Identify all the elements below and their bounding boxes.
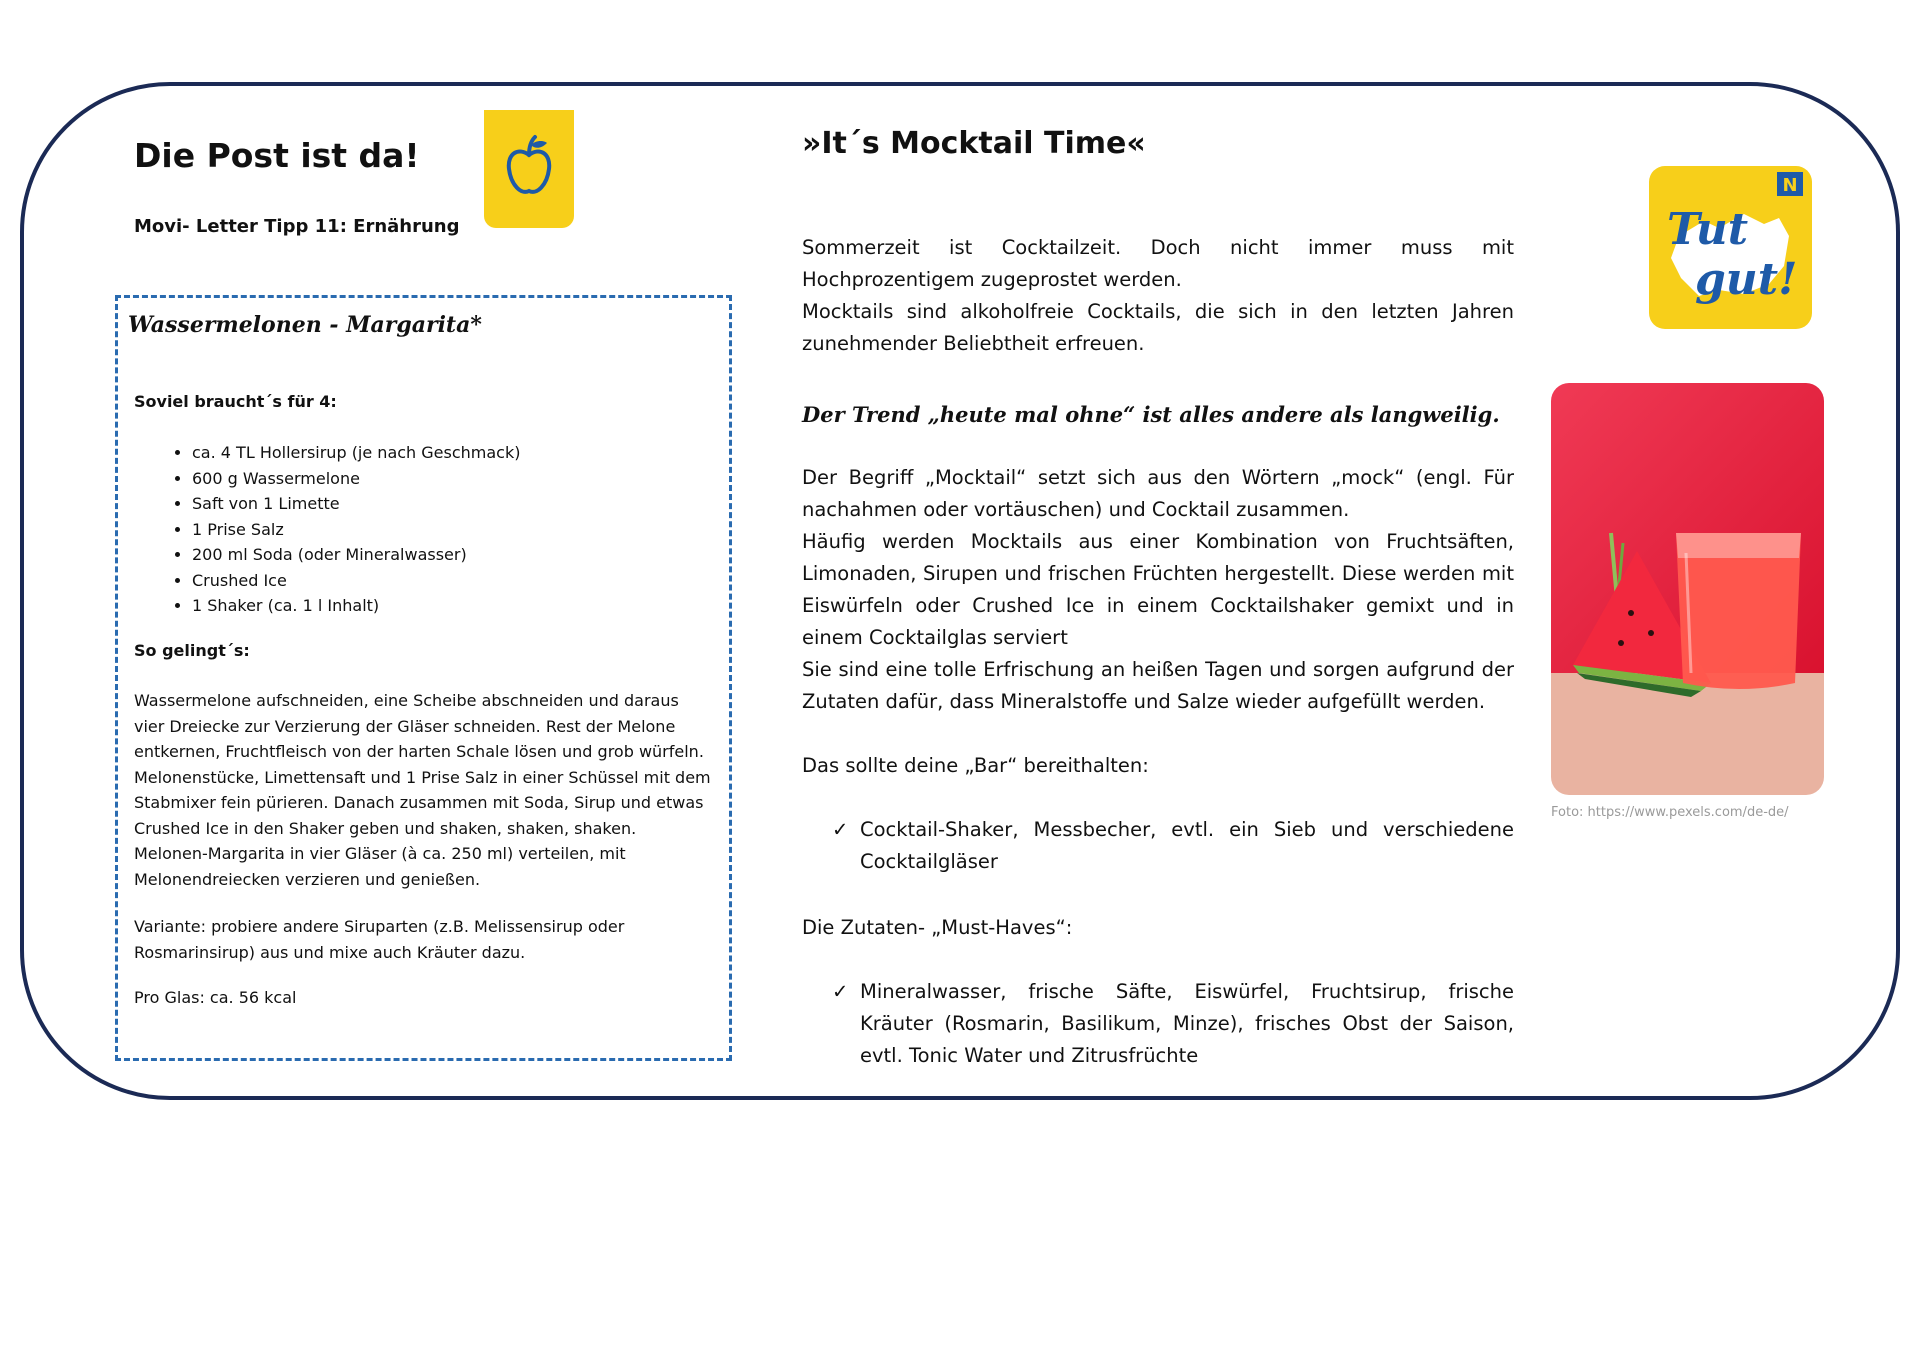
list-item: • Saft von 1 Limette: [192, 491, 520, 517]
body-paragraph-2: Häufig werden Mocktails aus einer Kombination von Fruchtsäften, Limonaden, Sirupen und frischen Früchten hergestellt. Diese werden mit Eiswürfeln oder Crushed Ice in einem Cocktailshaker gemixt und in einem Cocktailglas serviert: [802, 530, 1514, 649]
bar-heading: Das sollte deine „Bar“ bereithalten:: [802, 754, 1149, 777]
photo-credit: Foto: https://www.pexels.com/de-de/: [1551, 805, 1789, 820]
intro-paragraph-1: Sommerzeit ist Cocktailzeit. Doch nicht immer muss mit Hochprozentigem zugeprostet werden.: [802, 236, 1514, 291]
kcal-text: Pro Glas: ca. 56 kcal: [134, 988, 297, 1007]
list-item: • 1 Prise Salz: [192, 517, 520, 543]
method-heading: So gelingt´s:: [134, 641, 250, 660]
musthave-item-text: Mineralwasser, frische Säfte, Eiswürfel, Fruchtsirup, frische Kräuter (Rosmarin, Basilikum, Minze), frisches Obst der Saison, evtl. Tonic Water und Zitrusfrüchte: [860, 980, 1514, 1067]
bar-item-text: Cocktail-Shaker, Messbecher, evtl. ein Sieb und verschiedene Cocktailgläser: [860, 818, 1514, 873]
page-title: Die Post ist da!: [134, 136, 420, 175]
intro-paragraph-2: Mocktails sind alkoholfreie Cocktails, die sich in den letzten Jahren zunehmender Beliebtheit erfreuen.: [802, 300, 1514, 355]
body-paragraph-1: Der Begriff „Mocktail“ setzt sich aus den Wörtern „mock“ (engl. Für nachahmen oder vortäuschen) und Cocktail zusammen.: [802, 466, 1514, 521]
mocktail-photo: [1551, 383, 1824, 795]
ingredients-list: [160, 440, 520, 619]
article-title: »It´s Mocktail Time«: [802, 126, 1146, 161]
list-item: • 200 ml Soda (oder Mineralwasser): [192, 542, 520, 568]
check-icon: ✓: [832, 980, 849, 1003]
body-paragraph-3: Sie sind eine tolle Erfrischung an heißen Tagen und sorgen aufgrund der Zutaten dafür, dass Mineralstoffe und Salze wieder aufgefüllt werden.: [802, 658, 1514, 713]
page-subtitle: Movi- Letter Tipp 11: Ernährung: [134, 216, 460, 237]
method-text: Wassermelone aufschneiden, eine Scheibe abschneiden und daraus vier Dreiecke zur Verzierung der Gläser schneiden. Rest der Melone entkernen, Fruchtfleisch von der harten Schale lösen und grob würfeln. Melonenstücke, Limettensaft und 1 Prise Salz in einer Schüssel mit dem Stabmixer fein pürieren. Danach zusammen mit Soda, Sirup und etwas Crushed Ice in den Shaker geben und shaken, shaken, shaken. Melonen-Margarita in vier Gläser (à ca. 250 ml) verteilen, mit Melonendreiecken verzieren und genießen.: [134, 691, 711, 889]
variant-text: Variante: probiere andere Siruparten (z.B. Melissensirup oder Rosmarinsirup) aus und mixe auch Kräuter dazu.: [134, 917, 625, 962]
logo-line-1: Tut: [1667, 204, 1749, 255]
trend-heading: Der Trend „heute mal ohne“ ist alles andere als langweilig.: [802, 402, 1500, 427]
musthave-heading: Die Zutaten- „Must-Haves“:: [802, 916, 1073, 939]
list-item: • 1 Shaker (ca. 1 l Inhalt): [192, 593, 520, 619]
list-item: • Crushed Ice: [192, 568, 520, 594]
recipe-title: Wassermelonen - Margarita*: [128, 312, 482, 338]
musthave-item: [832, 976, 1514, 1072]
bar-item: [832, 814, 1514, 878]
logo-line-2: gut!: [1695, 254, 1798, 305]
check-icon: ✓: [832, 818, 849, 841]
tut-gut-logo: [1649, 166, 1812, 329]
apple-icon: [484, 110, 574, 228]
logo-badge: N: [1782, 175, 1798, 196]
ingredients-heading: Soviel braucht´s für 4:: [134, 392, 337, 411]
list-item: • 600 g Wassermelone: [192, 466, 520, 492]
list-item: • ca. 4 TL Hollersirup (je nach Geschmack): [192, 440, 520, 466]
